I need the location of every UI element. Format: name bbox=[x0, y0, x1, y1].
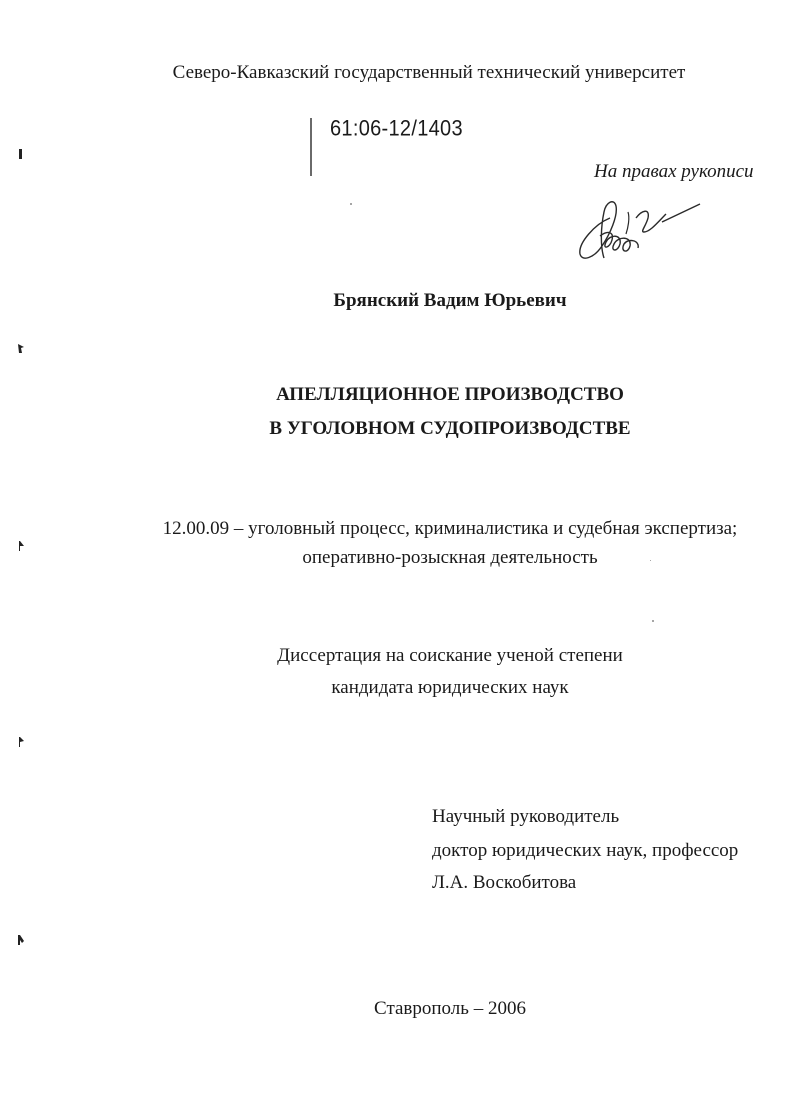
city-year: Ставрополь – 2006 bbox=[374, 998, 526, 1019]
scan-speck bbox=[652, 620, 654, 622]
scan-speck bbox=[350, 203, 352, 205]
specialty-line-2: оперативно-розыскная деятельность bbox=[302, 547, 598, 568]
archive-code-stamp: 61:06-12/1403 bbox=[330, 116, 463, 142]
dissertation-title-line-1: АПЕЛЛЯЦИОННОЕ ПРОИЗВОДСТВО bbox=[276, 384, 624, 405]
advisor-name: Л.А. Воскобитова bbox=[432, 872, 577, 893]
university-name: Северо-Кавказский государственный технический университет bbox=[172, 62, 686, 83]
stamp-vertical-line bbox=[310, 118, 312, 176]
dissertation-title-line-2: В УГОЛОВНОМ СУДОПРОИЗВОДСТВЕ bbox=[269, 418, 631, 439]
binding-mark-icon bbox=[16, 736, 26, 748]
degree-statement-line-2: кандидата юридических наук bbox=[331, 677, 569, 698]
handwritten-signature bbox=[570, 188, 710, 268]
binding-mark-icon bbox=[16, 934, 26, 946]
advisor-role: Научный руководитель bbox=[432, 806, 620, 827]
author-name: Брянский Вадим Юрьевич bbox=[333, 290, 567, 311]
binding-mark-icon bbox=[16, 342, 26, 354]
manuscript-rights-note: На правах рукописи bbox=[594, 161, 754, 182]
advisor-degree: доктор юридических наук, профессор bbox=[432, 840, 739, 861]
binding-mark-icon bbox=[16, 148, 26, 160]
degree-statement-line-1: Диссертация на соискание ученой степени bbox=[277, 645, 623, 666]
specialty-line-1: 12.00.09 – уголовный процесс, криминалистика и судебная экспертиза; bbox=[162, 518, 738, 539]
